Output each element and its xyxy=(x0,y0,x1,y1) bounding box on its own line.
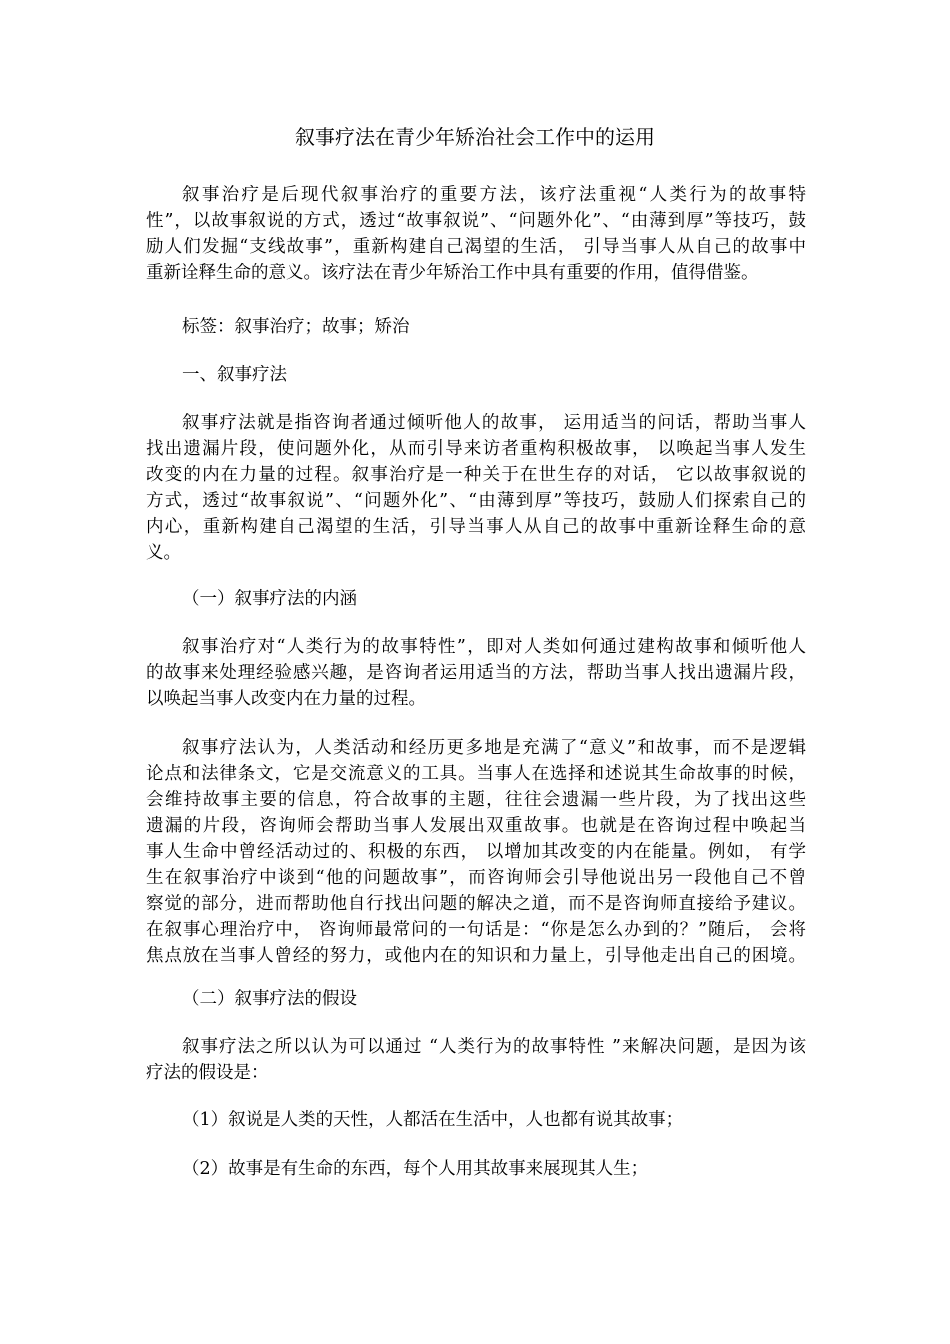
abstract-line: 性”，以故事叙说的方式，透过“故事叙说”、“问题外化”、“由薄到厚”等技巧，鼓 xyxy=(146,211,806,231)
subsection-paragraph-line: 会维持故事主要的信息，符合故事的主题，往往会遗漏一些片段，为了找出这些 xyxy=(146,790,806,810)
subsection-paragraph-line: 焦点放在当事人曾经的努力，或他内在的知识和力量上，引导他走出自己的困境。 xyxy=(146,946,806,966)
section-paragraph-line: 叙事疗法就是指咨询者通过倾听他人的故事， 运用适当的问话，帮助当事人 xyxy=(182,413,806,433)
subsection-paragraph-line: 论点和法律条文，它是交流意义的工具。当事人在选择和述说其生命故事的时候， xyxy=(146,764,806,784)
subsection-paragraph-line: 的故事来处理经验感兴趣，是咨询者运用适当的方法，帮助当事人找出遗漏片段， xyxy=(146,663,806,683)
subsection-paragraph-line: 叙事疗法之所以认为可以通过 “人类行为的故事特性 ”来解决问题，是因为该 xyxy=(182,1037,806,1057)
assumption-item: （1）叙说是人类的天性，人都活在生活中，人也都有说其故事； xyxy=(182,1110,684,1130)
abstract-line: 重新诠释生命的意义。该疗法在青少年矫治工作中具有重要的作用，值得借鉴。 xyxy=(146,263,759,283)
subsection-paragraph-line: 生在叙事治疗中谈到“他的问题故事”，而咨询师会引导他说出另一段他自己不曾 xyxy=(146,868,806,888)
subsection-paragraph-line: 以唤起当事人改变内在力量的过程。 xyxy=(146,689,426,709)
section-paragraph-line: 内心，重新构建自己渴望的生活，引导当事人从自己的故事中重新诠释生命的意 xyxy=(146,517,806,537)
subsection-paragraph-line: 事人生命中曾经活动过的、积极的东西， 以增加其改变的内在能量。例如， 有学 xyxy=(146,842,806,862)
subsection-paragraph-line: 疗法的假设是： xyxy=(146,1063,269,1083)
section-paragraph-line: 找出遗漏片段，使问题外化，从而引导来访者重构积极故事， 以唤起当事人发生 xyxy=(146,439,806,459)
abstract-line: 叙事治疗是后现代叙事治疗的重要方法，该疗法重视“人类行为的故事特 xyxy=(182,185,806,205)
subsection-paragraph-line: 察觉的部分，进而帮助他自行找出问题的解决之道，而不是咨询师直接给予建议。 xyxy=(146,894,806,914)
section-paragraph-line: 方式，透过“故事叙说”、“问题外化”、“由薄到厚”等技巧，鼓励人们探索自己的 xyxy=(146,491,806,511)
assumption-item: （2）故事是有生命的东西，每个人用其故事来展现其人生； xyxy=(182,1159,649,1179)
abstract-line: 励人们发掘“支线故事”，重新构建自己渴望的生活， 引导当事人从自己的故事中 xyxy=(146,237,806,257)
subsection-paragraph-line: 叙事疗法认为，人类活动和经历更多地是充满了“意义”和故事，而不是逻辑 xyxy=(182,738,806,758)
tags-line: 标签：叙事治疗；故事；矫治 xyxy=(182,317,410,337)
section-paragraph-line: 改变的内在力量的过程。叙事治疗是一种关于在世生存的对话， 它以故事叙说的 xyxy=(146,465,806,485)
document-title: 叙事疗法在青少年矫治社会工作中的运用 xyxy=(295,125,655,149)
subsection-paragraph-line: 叙事治疗对“人类行为的故事特性”，即对人类如何通过建构故事和倾听他人 xyxy=(182,637,806,657)
section-paragraph-line: 义。 xyxy=(146,543,181,563)
subsection-heading: （二）叙事疗法的假设 xyxy=(182,989,357,1009)
subsection-paragraph-line: 遗漏的片段，咨询师会帮助当事人发展出双重故事。也就是在咨询过程中唤起当 xyxy=(146,816,806,836)
section-heading: 一、叙事疗法 xyxy=(182,365,287,385)
subsection-paragraph-line: 在叙事心理治疗中， 咨询师最常问的一句话是：“你是怎么办到的？”随后， 会将 xyxy=(146,920,806,940)
subsection-heading: （一）叙事疗法的内涵 xyxy=(182,589,357,609)
